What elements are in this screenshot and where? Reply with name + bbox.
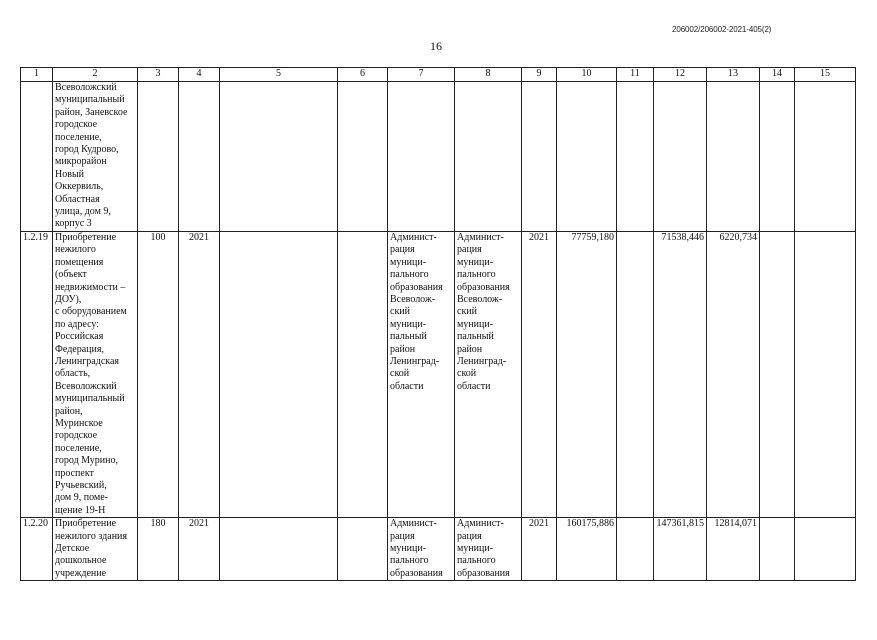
table-cell: 2021 <box>179 231 220 517</box>
table-cell: Админист- рация муници- пального образования <box>455 518 522 581</box>
table-cell <box>760 518 795 581</box>
header-cell: 13 <box>707 68 760 82</box>
table-cell <box>795 82 856 232</box>
table-cell: 71538,446 <box>654 231 707 517</box>
table-cell <box>795 518 856 581</box>
row-number-cell: 1.2.19 <box>21 231 53 517</box>
object-description-cell: Всеволожский муниципальный район, Заневское городское поселение, город Кудрово, микрорайон Новый Оккервиль, Областная улица, дом 9, корпус 3 <box>53 82 138 232</box>
header-cell: 9 <box>522 68 557 82</box>
table-cell <box>338 518 388 581</box>
table-cell: 2021 <box>522 231 557 517</box>
table-cell: 2021 <box>522 518 557 581</box>
table-cell: 160175,886 <box>557 518 617 581</box>
table-row <box>21 82 856 232</box>
table-cell <box>220 82 338 232</box>
header-cell: 4 <box>179 68 220 82</box>
header-cell: 14 <box>760 68 795 82</box>
header-cell: 15 <box>795 68 856 82</box>
header-row <box>21 68 856 82</box>
table-row <box>21 231 856 517</box>
table-cell: 180 <box>138 518 179 581</box>
table-cell <box>220 231 338 517</box>
table-cell <box>557 82 617 232</box>
table-cell: 77759,180 <box>557 231 617 517</box>
table-cell <box>522 82 557 232</box>
table-cell <box>338 231 388 517</box>
table-cell <box>138 82 179 232</box>
table-cell <box>455 82 522 232</box>
row-number-cell: 1.2.20 <box>21 518 53 581</box>
document-id: 206002/206002-2021-405(2) <box>672 25 772 34</box>
page-number: 16 <box>430 39 442 53</box>
table-cell: 6220,734 <box>707 231 760 517</box>
table-cell: Админист- рация муници- пального образования <box>388 518 455 581</box>
table-cell <box>654 82 707 232</box>
table-cell <box>179 82 220 232</box>
table-row <box>21 518 856 581</box>
table-cell <box>617 82 654 232</box>
header-cell: 11 <box>617 68 654 82</box>
row-number-cell <box>21 82 53 232</box>
header-cell: 12 <box>654 68 707 82</box>
table-cell <box>795 231 856 517</box>
header-cell: 7 <box>388 68 455 82</box>
table-cell <box>220 518 338 581</box>
table-cell: Админист- рация муници- пального образования Всеволож- ский муници- пальный район Ленинград- ской области <box>455 231 522 517</box>
header-cell: 5 <box>220 68 338 82</box>
table-cell <box>388 82 455 232</box>
table-cell <box>760 231 795 517</box>
table-cell <box>617 518 654 581</box>
table-cell <box>707 82 760 232</box>
table-cell: 12814,071 <box>707 518 760 581</box>
header-cell: 2 <box>53 68 138 82</box>
header-cell: 10 <box>557 68 617 82</box>
header-cell: 6 <box>338 68 388 82</box>
table-cell <box>760 82 795 232</box>
header-cell: 8 <box>455 68 522 82</box>
object-description-cell: Приобретение нежилого здания Детское дошкольное учреждение <box>53 518 138 581</box>
table-cell <box>338 82 388 232</box>
table-cell: 100 <box>138 231 179 517</box>
table-cell: Админист- рация муници- пального образования Всеволож- ский муници- пальный район Ленинград- ской области <box>388 231 455 517</box>
table-cell <box>617 231 654 517</box>
table-cell: 2021 <box>179 518 220 581</box>
object-description-cell: Приобретение нежилого помещения (объект недвижимости – ДОУ), с оборудованием по адресу: Российская Федерация, Ленинградская область, Всеволожский муниципальный район, Муринское городское поселение, город Мурино, проспект Ручьевский, дом 9, поме- щение 19-Н <box>53 231 138 517</box>
investment-table <box>20 67 856 581</box>
table-cell: 147361,815 <box>654 518 707 581</box>
header-cell: 3 <box>138 68 179 82</box>
header-cell: 1 <box>21 68 53 82</box>
